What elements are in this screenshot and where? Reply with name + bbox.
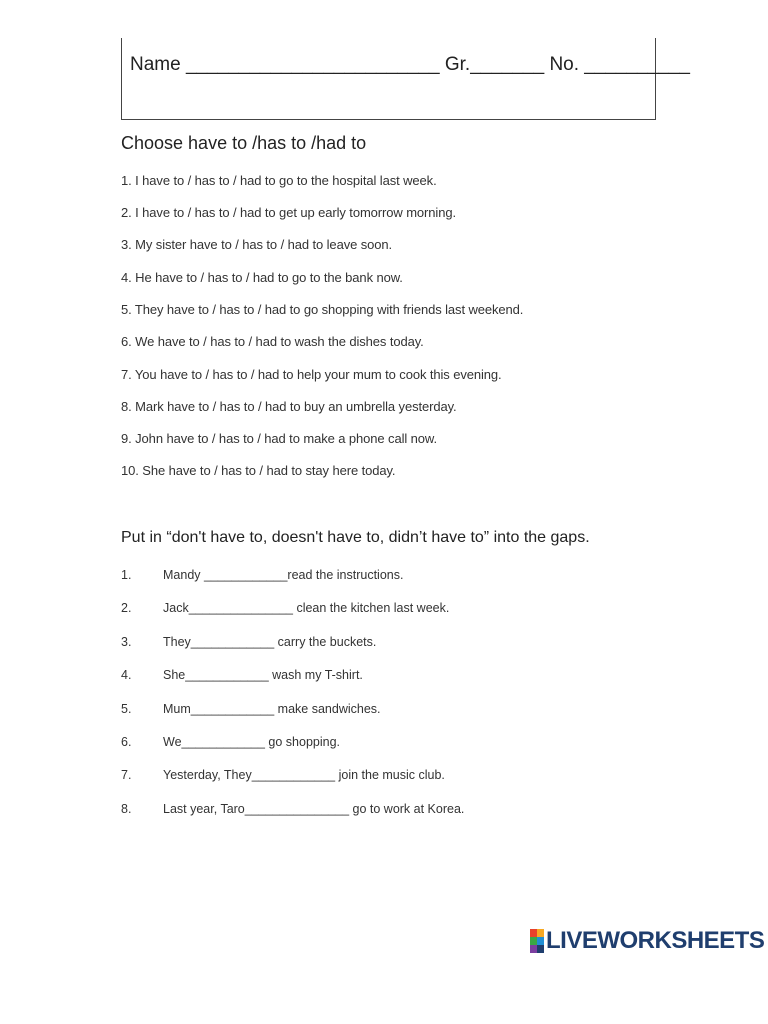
logo-block [530, 945, 537, 953]
student-info-box [121, 38, 690, 120]
logo-block [530, 937, 537, 945]
liveworksheets-logo-icon [530, 929, 544, 953]
logo-block [537, 945, 544, 953]
exercise-2-sentence: Yesterday, They____________ join the music club. [163, 768, 445, 782]
logo-text: LIVEWORKSHEETS [546, 927, 765, 954]
exercise-1-item: 3. My sister have to / has to / had to leave soon. [121, 237, 393, 252]
exercise-2-sentence: They____________ carry the buckets. [163, 635, 377, 649]
exercise-1-item: 8. Mark have to / has to / had to buy an umbrella yesterday. [121, 399, 457, 414]
exercise-2-number: 5. [121, 702, 132, 716]
logo-block [530, 929, 537, 937]
student-info-line [130, 54, 690, 76]
exercise-2-sentence: We____________ go shopping. [163, 735, 341, 749]
logo-block [537, 937, 544, 945]
exercise-2-title: Put in “don't have to, doesn't have to, didn’t have to” into the gaps. [121, 529, 590, 546]
exercise-1-item: 10. She have to / has to / had to stay here today. [121, 463, 396, 478]
logo-block [537, 929, 544, 937]
number-field-label: No. __________ [544, 54, 690, 75]
exercise-2-number: 1. [121, 568, 132, 582]
exercise-2-sentence: Jack_______________ clean the kitchen last week. [163, 601, 450, 615]
exercise-1-item: 6. We have to / has to / had to wash the dishes today. [121, 334, 424, 349]
grade-field-label: Gr._______ [439, 54, 545, 75]
liveworksheets-logo [530, 926, 764, 956]
exercise-1-title: Choose have to /has to /had to [121, 133, 367, 153]
exercise-1-item: 5. They have to / has to / had to go shopping with friends last weekend. [121, 302, 524, 317]
exercise-2-sentence: Mum____________ make sandwiches. [163, 702, 381, 716]
exercise-2-number: 3. [121, 635, 132, 649]
exercise-2-number: 6. [121, 735, 132, 749]
exercise-1-item: 9. John have to / has to / had to make a phone call now. [121, 431, 438, 446]
exercise-1-item: 4. He have to / has to / had to go to the bank now. [121, 270, 403, 285]
exercise-1-item: 2. I have to / has to / had to get up early tomorrow morning. [121, 205, 456, 220]
exercise-1-item: 1. I have to / has to / had to go to the hospital last week. [121, 173, 437, 188]
exercise-2-sentence: Last year, Taro_______________ go to work at Korea. [163, 802, 465, 816]
exercise-1-item: 7. You have to / has to / had to help your mum to cook this evening. [121, 367, 502, 382]
exercise-2-number: 4. [121, 668, 132, 682]
exercise-2-number: 8. [121, 802, 132, 816]
exercise-2-sentence: She____________ wash my T-shirt. [163, 668, 363, 682]
exercise-2-number: 7. [121, 768, 132, 782]
exercise-2-number: 2. [121, 601, 132, 615]
exercise-2-sentence: Mandy ____________read the instructions. [163, 568, 404, 582]
name-field-label: Name ________________________ [130, 54, 440, 75]
